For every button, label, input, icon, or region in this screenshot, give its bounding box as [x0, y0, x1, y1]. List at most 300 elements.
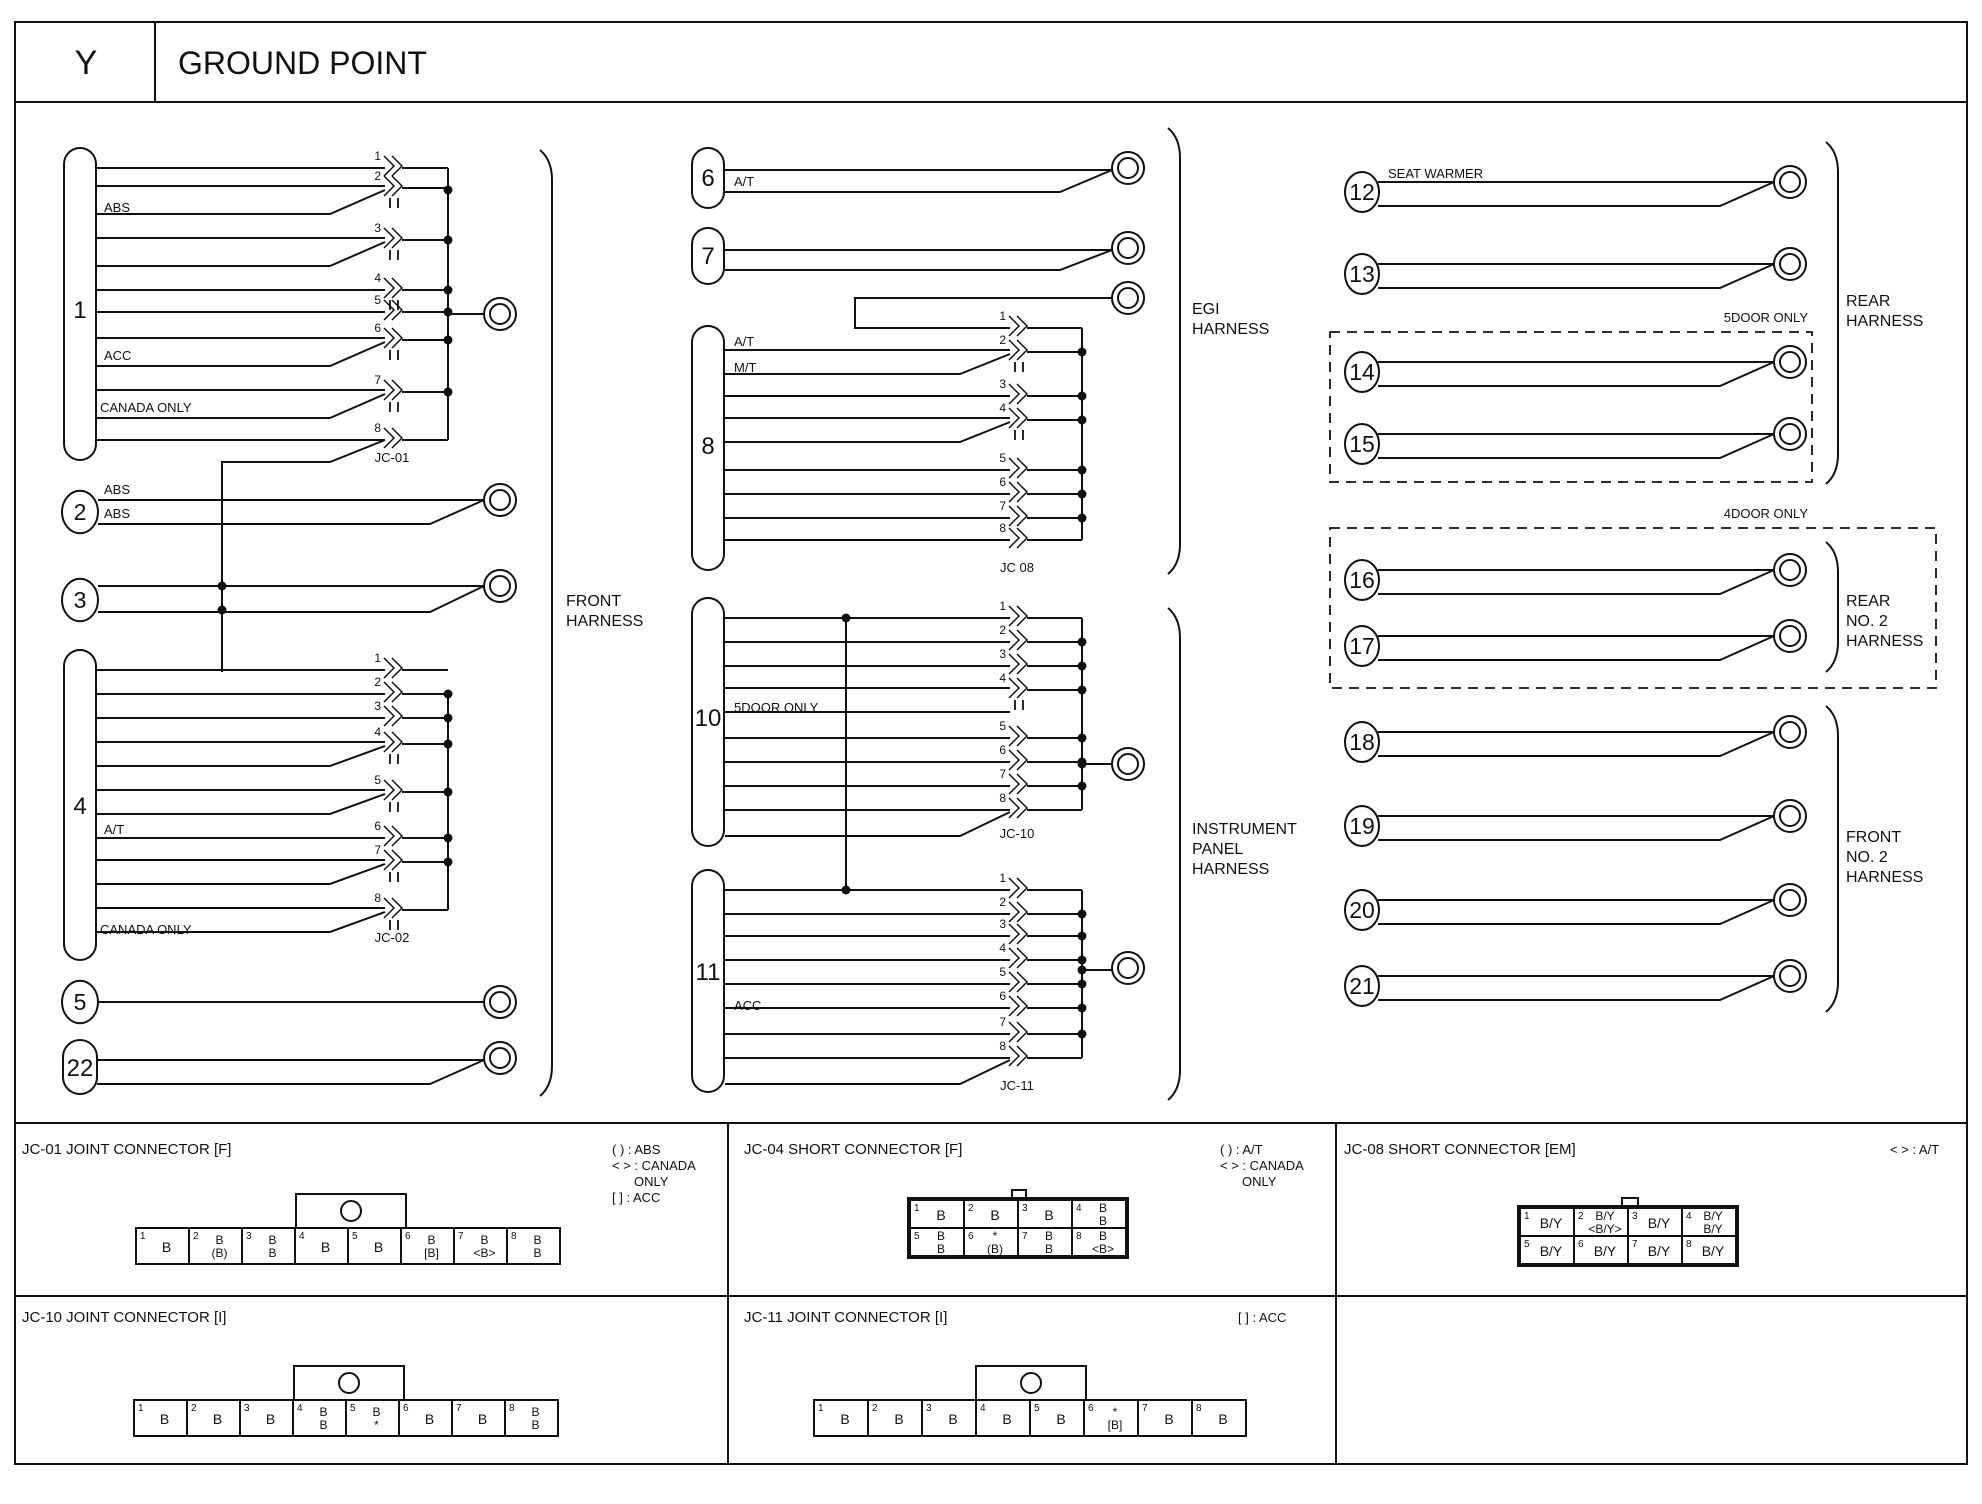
junction-dot [1078, 910, 1087, 919]
legend-line: ( ) : A/T [1220, 1142, 1263, 1157]
pin-number: 8 [374, 891, 381, 905]
connector-11 [692, 870, 724, 1092]
lock-hole [341, 1201, 361, 1221]
connector-22 [63, 1040, 97, 1094]
joint-connector-name: JC-01 [374, 450, 410, 465]
connector-8 [692, 326, 724, 570]
harness-bracket [1168, 128, 1269, 574]
wire-label: ABS [104, 506, 131, 521]
pin-color: B [265, 1411, 276, 1427]
junction-dot [1078, 662, 1087, 671]
pin-number: 1 [818, 1403, 824, 1414]
connector-table-title: JC-10 JOINT CONNECTOR [I] [22, 1309, 227, 1326]
pin-color: B [480, 1233, 489, 1247]
pin-number: 1 [1524, 1211, 1530, 1222]
pin-color: B [1002, 1411, 1012, 1427]
pin-number: 2 [191, 1403, 197, 1414]
pin-number: 7 [374, 843, 381, 857]
pin-number: 5 [352, 1231, 358, 1242]
pin-number: 8 [999, 791, 1006, 805]
pin-number: 5 [914, 1231, 920, 1242]
connector-number: 5 [73, 989, 87, 1015]
pin-color: B [268, 1246, 277, 1260]
connector-table [744, 1309, 1286, 1436]
pin-number: 5 [999, 719, 1006, 733]
junction-dot [1078, 392, 1087, 401]
pin-number: 3 [999, 377, 1006, 391]
pin-number: 1 [374, 651, 381, 665]
harness-bracket [1826, 706, 1923, 1012]
pin-number: 2 [193, 1231, 199, 1242]
ground-symbol [484, 298, 516, 330]
pin-number: 8 [999, 1039, 1006, 1053]
pin-number: 6 [999, 989, 1006, 1003]
junction-dot [1078, 1030, 1087, 1039]
pin-color: B [159, 1411, 170, 1427]
junction-dot [1078, 932, 1087, 941]
junction-dot [1078, 638, 1087, 647]
pin-color: B/Y [1703, 1222, 1723, 1236]
pin-number: 4 [1686, 1211, 1692, 1222]
pin-number: 5 [999, 451, 1006, 465]
connector-number: 1 [73, 297, 87, 324]
pin-number: 1 [999, 871, 1006, 885]
connector-3 [62, 579, 98, 621]
pin-number: 2 [872, 1403, 878, 1414]
pin-color: [B] [1107, 1418, 1123, 1432]
junction-dot [1078, 966, 1087, 975]
junction-dot [1078, 466, 1087, 475]
pin-number: 1 [999, 599, 1006, 613]
pin-color: B/Y [1701, 1243, 1725, 1259]
pin-number: 3 [246, 1231, 252, 1242]
pin-color: B [427, 1233, 436, 1247]
legend-line: [ ] : ACC [612, 1190, 661, 1205]
pin-number: 2 [374, 169, 381, 183]
connector-number: 12 [1349, 179, 1375, 205]
ground-symbol [1774, 716, 1806, 748]
connector-table-title: JC-04 SHORT CONNECTOR [F] [744, 1141, 963, 1158]
connector-number: 11 [695, 959, 721, 986]
pin-number: 6 [374, 819, 381, 833]
pin-color: (B) [987, 1242, 1003, 1256]
connector-5 [62, 981, 98, 1023]
joint-connector-jc-10 [999, 599, 1034, 841]
pin-number: 4 [999, 941, 1006, 955]
pin-color: B [268, 1233, 277, 1247]
ground-symbol [1112, 952, 1144, 984]
harness-label: HARNESS [1846, 633, 1924, 650]
pin-number: 7 [1022, 1231, 1028, 1242]
connector-15 [1345, 424, 1379, 464]
pin-number: 1 [374, 149, 381, 163]
connector-number: 22 [66, 1055, 94, 1082]
connector-table-title: JC-11 JOINT CONNECTOR [I] [744, 1309, 948, 1326]
connector-2 [62, 491, 98, 533]
connector-number: 18 [1349, 729, 1375, 755]
wire-label: A/T [734, 174, 755, 189]
pin-color: * [992, 1229, 998, 1243]
junction-dot [1078, 490, 1087, 499]
pin-color: B/Y [1647, 1243, 1671, 1259]
pin-color: B [936, 1242, 946, 1256]
pin-color: B [1098, 1201, 1108, 1215]
pin-number: 5 [999, 965, 1006, 979]
pin-color: B [531, 1418, 540, 1432]
connector-table [1344, 1141, 1939, 1266]
pin-color: B [1044, 1207, 1054, 1223]
harness-label: FRONT [566, 593, 622, 610]
wire-label: CANADA ONLY [100, 922, 192, 937]
pin-color: B [533, 1246, 542, 1260]
harness-label: REAR [1846, 593, 1891, 610]
junction-dot [444, 834, 453, 843]
pin-number: 8 [374, 421, 381, 435]
joint-connector-jc-08 [999, 309, 1034, 575]
pin-color: B [372, 1405, 381, 1419]
pin-number: 5 [1524, 1239, 1530, 1250]
joint-connector-jc-11 [999, 871, 1034, 1093]
connector-10 [692, 598, 724, 846]
legend-line: < > : A/T [1890, 1142, 1940, 1157]
pin-color: B [161, 1239, 172, 1255]
wire-label: ABS [104, 200, 131, 215]
legend-line: ONLY [1242, 1174, 1277, 1189]
pin-color: B [1098, 1229, 1108, 1243]
pin-number: 8 [509, 1403, 515, 1414]
wire-label: ACC [734, 998, 762, 1013]
legend-line: < > : CANADA [612, 1158, 696, 1173]
pin-number: 4 [297, 1403, 303, 1414]
harness-label: HARNESS [1846, 313, 1924, 330]
pin-color: B [533, 1233, 542, 1247]
pin-color: B [894, 1411, 904, 1427]
pin-color: B/Y [1539, 1243, 1563, 1259]
junction-dot [1078, 760, 1087, 769]
pin-color: * [1112, 1405, 1118, 1419]
pin-color: B/Y [1595, 1209, 1615, 1223]
pin-color: B/Y [1647, 1215, 1671, 1231]
wire-label: M/T [734, 360, 757, 375]
ground-symbol [1774, 248, 1806, 280]
pin-color: B [936, 1229, 946, 1243]
harness-groups [540, 128, 1923, 1100]
joint-connector-jc-01 [374, 149, 409, 465]
pin-number: 1 [140, 1231, 146, 1242]
pin-color: B [373, 1239, 384, 1255]
junction-dot [444, 690, 453, 699]
pin-number: 6 [999, 743, 1006, 757]
pin-number: 4 [999, 671, 1006, 685]
pin-number: 6 [405, 1231, 411, 1242]
pin-number: 3 [1632, 1211, 1638, 1222]
pin-number: 4 [374, 725, 381, 739]
pin-number: 4 [374, 271, 381, 285]
section-letter: Y [74, 44, 98, 82]
pin-number: 7 [458, 1231, 464, 1242]
wires [97, 166, 1774, 1084]
pin-color: B [1044, 1229, 1054, 1243]
connector-number: 7 [701, 243, 715, 270]
pin-number: 5 [350, 1403, 356, 1414]
pin-number: 7 [456, 1403, 462, 1414]
pin-number: 8 [999, 521, 1006, 535]
connector-16 [1345, 560, 1379, 600]
ground-symbol [1774, 884, 1806, 916]
connector-number: 15 [1349, 431, 1375, 457]
junction-dot [1078, 686, 1087, 695]
pin-color: B [1164, 1411, 1174, 1427]
junction-dot [444, 286, 453, 295]
pin-number: 1 [138, 1403, 144, 1414]
junction-dot [1078, 348, 1087, 357]
wire-label: A/T [734, 334, 755, 349]
pin-number: 3 [999, 917, 1006, 931]
connector-20 [1345, 890, 1379, 930]
connector-7 [692, 228, 724, 284]
pin-color: <B/Y> [1588, 1222, 1622, 1236]
connector-number: 19 [1349, 813, 1375, 839]
variant-box-5door [1330, 310, 1812, 482]
junction-dot [444, 336, 453, 345]
pin-number: 3 [374, 221, 381, 235]
harness-label: NO. 2 [1846, 613, 1888, 630]
ground-symbol [1112, 282, 1144, 314]
junction-dot [444, 186, 453, 195]
harness-label: REAR [1846, 293, 1891, 310]
connector-number: 8 [701, 433, 715, 460]
connector-6 [692, 148, 724, 208]
harness-label: INSTRUMENT [1192, 821, 1297, 838]
harness-bracket [540, 150, 643, 1096]
junction-dot [1078, 980, 1087, 989]
pin-color: B [840, 1411, 850, 1427]
ground-symbol [484, 484, 516, 516]
pin-number: 4 [999, 401, 1006, 415]
pin-number: 1 [999, 309, 1006, 323]
joint-connector-jc-02 [374, 651, 409, 945]
pin-number: 4 [1076, 1203, 1082, 1214]
pin-color: B [1056, 1411, 1066, 1427]
harness-label: HARNESS [1192, 321, 1270, 338]
legend-line: [ ] : ACC [1238, 1310, 1287, 1325]
ground-symbol [1112, 152, 1144, 184]
pin-color: B [1098, 1214, 1108, 1228]
ground-symbol [1774, 960, 1806, 992]
wire-label: SEAT WARMER [1388, 166, 1484, 181]
junction-dot [444, 858, 453, 867]
pin-number: 8 [511, 1231, 517, 1242]
pin-color: (B) [211, 1246, 228, 1260]
pin-number: 2 [999, 623, 1006, 637]
junction-dot [218, 582, 227, 591]
ground-symbol [1774, 166, 1806, 198]
variant-boxes [1330, 310, 1936, 688]
wire-label: CANADA ONLY [100, 400, 192, 415]
pin-color: B/Y [1703, 1209, 1723, 1223]
wire-label: ABS [104, 482, 131, 497]
pin-number: 2 [374, 675, 381, 689]
pin-number: 3 [1022, 1203, 1028, 1214]
pin-number: 8 [1196, 1403, 1202, 1414]
pin-color: B [320, 1239, 331, 1255]
pin-color: B [948, 1411, 958, 1427]
page-title: GROUND POINT [178, 45, 427, 81]
pin-number: 3 [374, 699, 381, 713]
pin-color: B [990, 1207, 1000, 1223]
legend-line: ONLY [634, 1174, 669, 1189]
harness-label: EGI [1192, 301, 1220, 318]
junction-dot [444, 714, 453, 723]
harness-label: PANEL [1192, 841, 1244, 858]
pin-number: 4 [980, 1403, 986, 1414]
pin-number: 2 [968, 1203, 974, 1214]
pin-color: B [1044, 1242, 1054, 1256]
connector-number: 4 [73, 793, 87, 820]
pin-color: B [424, 1411, 435, 1427]
junction-dot [1078, 416, 1087, 425]
harness-bracket [1168, 608, 1297, 1100]
connector-13 [1345, 254, 1379, 294]
pin-number: 3 [999, 647, 1006, 661]
pin-color: <B> [1091, 1242, 1115, 1256]
connector-17 [1345, 626, 1379, 666]
pin-color: * [374, 1418, 379, 1432]
ground-symbol [1112, 232, 1144, 264]
connector-number: 20 [1349, 897, 1375, 923]
junction-dot [444, 740, 453, 749]
harness-label: HARNESS [1192, 861, 1270, 878]
lock-hole [339, 1373, 359, 1393]
legend-line: ( ) : ABS [612, 1142, 661, 1157]
header [75, 44, 427, 82]
pin-color: <B> [473, 1246, 496, 1260]
pin-number: 3 [244, 1403, 250, 1414]
ground-symbol [1774, 620, 1806, 652]
ground-symbol [1774, 800, 1806, 832]
pin-number: 7 [999, 1015, 1006, 1029]
ground-symbol [484, 570, 516, 602]
legend-line: < > : CANADA [1220, 1158, 1304, 1173]
pin-number: 6 [1088, 1403, 1094, 1414]
pin-number: 8 [1686, 1239, 1692, 1250]
connector-table [22, 1309, 558, 1436]
pin-number: 7 [999, 499, 1006, 513]
junction-dot [444, 388, 453, 397]
pin-number: 2 [999, 895, 1006, 909]
harness-label: HARNESS [566, 613, 644, 630]
junction-dot [1078, 782, 1087, 791]
pin-number: 5 [1034, 1403, 1040, 1414]
wire-label: 5DOOR ONLY [734, 700, 819, 715]
pin-color: [B] [424, 1246, 439, 1260]
junction-dot [1078, 734, 1087, 743]
pin-number: 6 [403, 1403, 409, 1414]
pin-color: B [936, 1207, 946, 1223]
ground-points [484, 152, 1806, 1074]
harness-label: HARNESS [1846, 869, 1924, 886]
pin-number: 3 [926, 1403, 932, 1414]
pin-color: B [319, 1405, 328, 1419]
connector-1 [64, 148, 96, 460]
pin-color: B [212, 1411, 223, 1427]
lock-hole [1021, 1373, 1041, 1393]
junction-dot [1078, 514, 1087, 523]
connector-table-title: JC-01 JOINT CONNECTOR [F] [22, 1141, 232, 1158]
junction-dot [842, 614, 851, 623]
pin-number: 4 [299, 1231, 305, 1242]
pin-color: B [319, 1418, 328, 1432]
connector-4 [64, 650, 96, 960]
pin-number: 2 [999, 333, 1006, 347]
pin-color: B/Y [1593, 1243, 1617, 1259]
pin-color: B [215, 1233, 224, 1247]
pin-number: 7 [999, 767, 1006, 781]
pin-color: B/Y [1539, 1215, 1563, 1231]
pin-number: 5 [374, 293, 381, 307]
harness-bracket [1826, 142, 1923, 484]
pin-number: 6 [1578, 1239, 1584, 1250]
connector-tables [22, 1141, 1939, 1436]
junction-dot [1078, 1004, 1087, 1013]
junction-dot [444, 236, 453, 245]
pin-number: 6 [968, 1231, 974, 1242]
variant-label: 4DOOR ONLY [1723, 506, 1808, 521]
pin-number: 6 [374, 321, 381, 335]
connector-number: 17 [1349, 633, 1375, 659]
ground-symbol [484, 986, 516, 1018]
pin-number: 7 [1142, 1403, 1148, 1414]
ground-symbol [1774, 554, 1806, 586]
connector-18 [1345, 722, 1379, 762]
connector-number: 13 [1349, 261, 1375, 287]
variant-label: 5DOOR ONLY [1723, 310, 1808, 325]
harness-label: NO. 2 [1846, 849, 1888, 866]
pin-color: B [531, 1405, 540, 1419]
ground-symbol [1774, 418, 1806, 450]
ground-symbol [484, 1042, 516, 1074]
wire-label: ACC [104, 348, 132, 363]
harness-bracket [1826, 542, 1923, 672]
junction-dot [1078, 956, 1087, 965]
joint-connector-name: JC-02 [374, 930, 410, 945]
pin-number: 1 [914, 1203, 920, 1214]
pin-number: 2 [1578, 1211, 1584, 1222]
pin-number: 5 [374, 773, 381, 787]
connector-number: 2 [73, 499, 87, 525]
joint-connector-name: JC-10 [999, 826, 1035, 841]
connector-table-title: JC-08 SHORT CONNECTOR [EM] [1344, 1141, 1576, 1158]
connector-14 [1345, 352, 1379, 392]
connector-number: 3 [73, 587, 87, 613]
junction-dot [444, 308, 453, 317]
pin-number: 6 [999, 475, 1006, 489]
connector-12 [1345, 172, 1379, 212]
connector-table [22, 1141, 696, 1264]
connector-21 [1345, 966, 1379, 1006]
pin-number: 8 [1076, 1231, 1082, 1242]
connector-19 [1345, 806, 1379, 846]
joint-connector-name: JC 08 [1000, 560, 1034, 575]
junction-dot [444, 788, 453, 797]
connector-number: 6 [701, 165, 715, 192]
harness-label: FRONT [1846, 829, 1902, 846]
pin-number: 7 [374, 373, 381, 387]
pin-number: 7 [1632, 1239, 1638, 1250]
connector-table [744, 1141, 1304, 1258]
wire-label: A/T [104, 822, 125, 837]
pin-color: B [1218, 1411, 1228, 1427]
